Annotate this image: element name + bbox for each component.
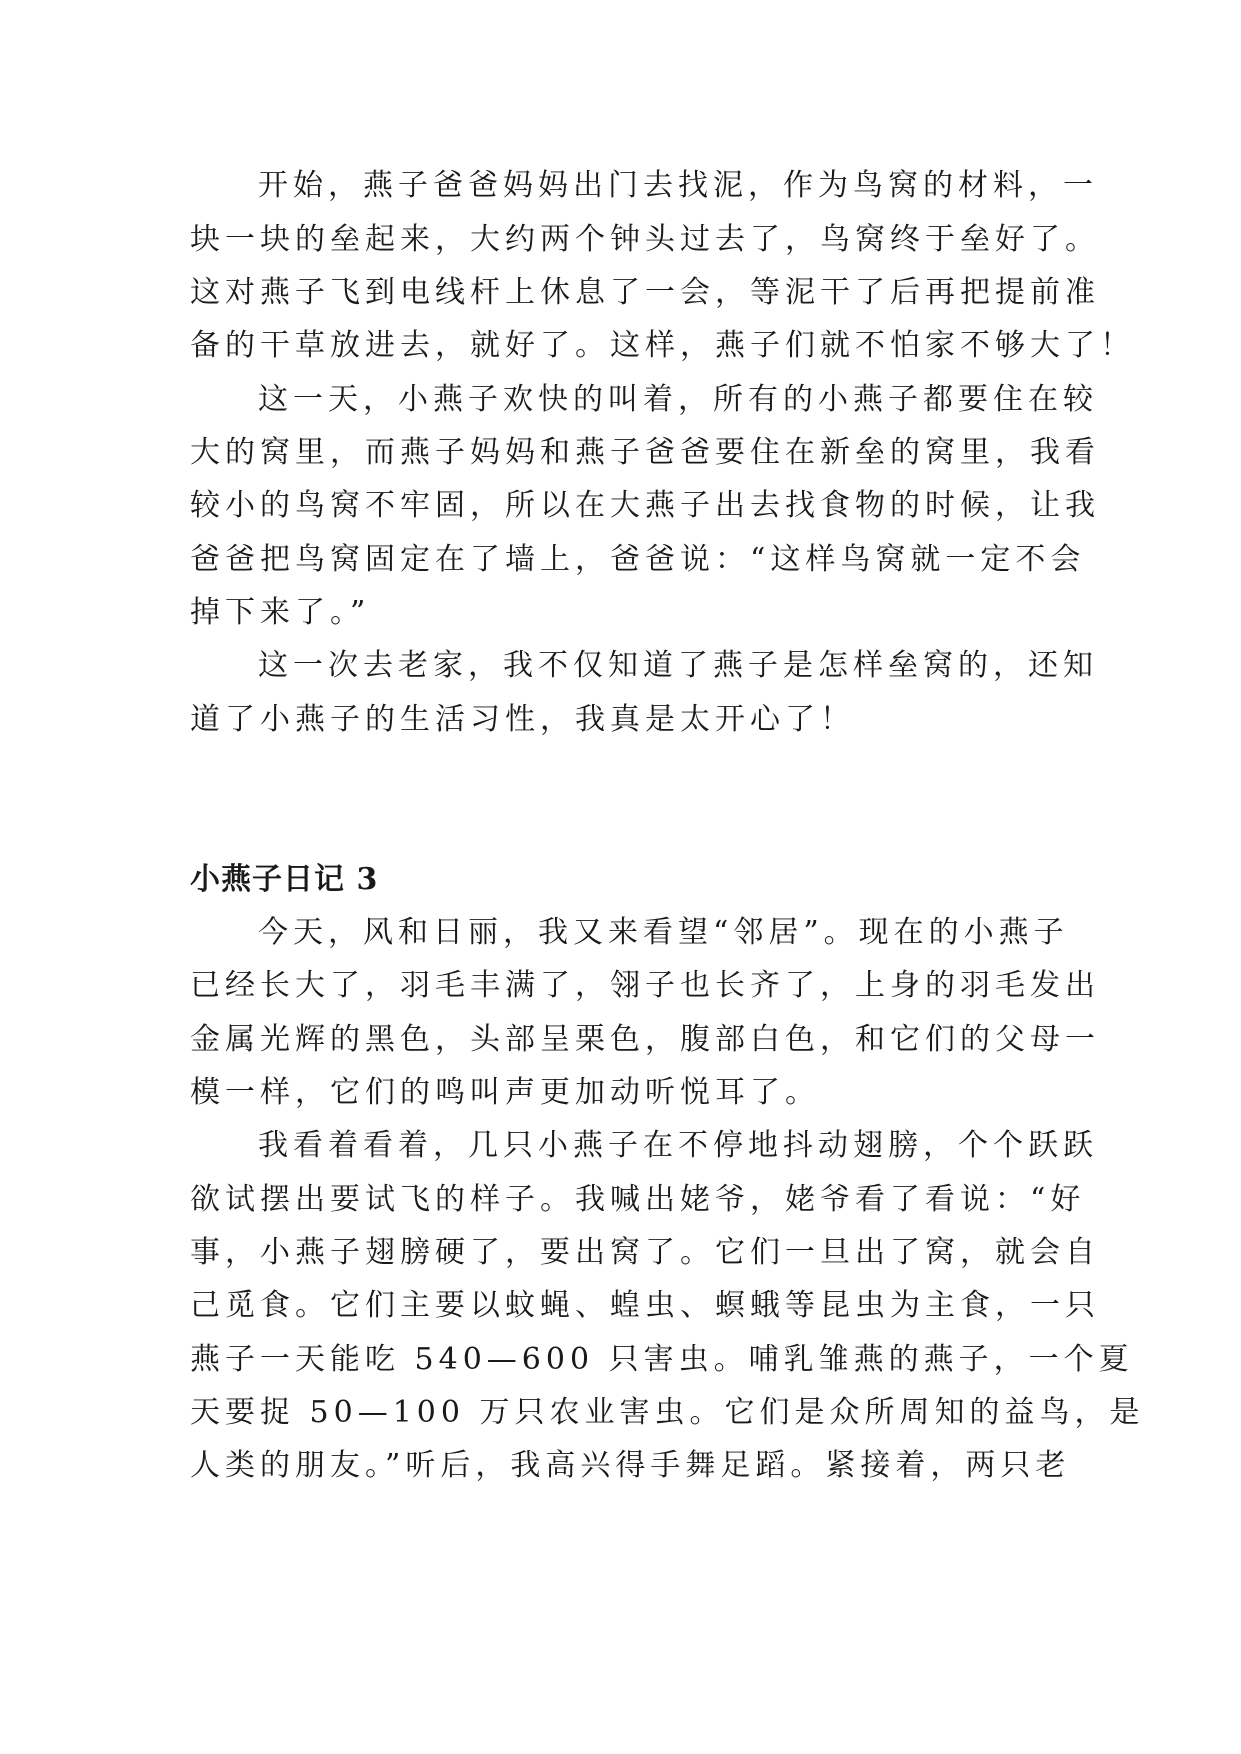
section-paragraph-2-line-5: 燕子一天能吃 540—600 只害虫。哺乳雏燕的燕子，一个夏 — [190, 1342, 1134, 1377]
paragraph-2-line-3: 较小的鸟窝不牢固，所以在大燕子出去找食物的时候，让我 — [190, 488, 1100, 523]
section-paragraph-2-line-1: 我看着看着，几只小燕子在不停地抖动翅膀，个个跃跃 — [258, 1128, 1098, 1163]
section-paragraph-2-line-2: 欲试摆出要试飞的样子。我喊出姥爷，姥爷看了看说：“好 — [190, 1182, 1086, 1217]
paragraph-1-line-2: 块一块的垒起来，大约两个钟头过去了，鸟窝终于垒好了。 — [190, 222, 1100, 257]
section-heading: 小燕子日记 3 — [190, 862, 379, 897]
paragraph-2-line-5: 掉下来了。” — [190, 595, 371, 630]
paragraph-2-line-1: 这一天，小燕子欢快的叫着，所有的小燕子都要住在较 — [258, 382, 1098, 417]
section-paragraph-2-line-4: 己觅食。它们主要以蚊蝇、蝗虫、螟蛾等昆虫为主食，一只 — [190, 1288, 1100, 1323]
section-paragraph-1-line-4: 模一样，它们的鸣叫声更加动听悦耳了。 — [190, 1075, 820, 1110]
section-paragraph-2-line-7: 人类的朋友。”听后，我高兴得手舞足蹈。紧接着，两只老 — [190, 1448, 1071, 1483]
section-paragraph-1-line-2: 已经长大了，羽毛丰满了，翎子也长齐了，上身的羽毛发出 — [190, 968, 1100, 1003]
paragraph-1-line-3: 这对燕子飞到电线杆上休息了一会，等泥干了后再把提前准 — [190, 275, 1100, 310]
section-paragraph-2-line-3: 事，小燕子翅膀硬了，要出窝了。它们一旦出了窝，就会自 — [190, 1235, 1100, 1270]
section-paragraph-1-line-1: 今天，风和日丽，我又来看望“邻居”。现在的小燕子 — [258, 915, 1069, 950]
paragraph-1-line-1: 开始，燕子爸爸妈妈出门去找泥，作为鸟窝的材料，一 — [258, 168, 1098, 203]
section-paragraph-2-line-6: 天要捉 50—100 万只农业害虫。它们是众所周知的益鸟，是 — [190, 1395, 1145, 1430]
paragraph-2-line-4: 爸爸把鸟窝固定在了墙上，爸爸说：“这样鸟窝就一定不会 — [190, 542, 1086, 577]
section-paragraph-1-line-3: 金属光辉的黑色，头部呈栗色，腹部白色，和它们的父母一 — [190, 1022, 1100, 1057]
paragraph-2-line-2: 大的窝里，而燕子妈妈和燕子爸爸要住在新垒的窝里，我看 — [190, 435, 1100, 470]
paragraph-3-line-1: 这一次去老家，我不仅知道了燕子是怎样垒窝的，还知 — [258, 648, 1098, 683]
paragraph-3-line-2: 道了小燕子的生活习性，我真是太开心了！ — [190, 702, 855, 737]
paragraph-1-line-4: 备的干草放进去，就好了。这样，燕子们就不怕家不够大了！ — [190, 328, 1135, 363]
